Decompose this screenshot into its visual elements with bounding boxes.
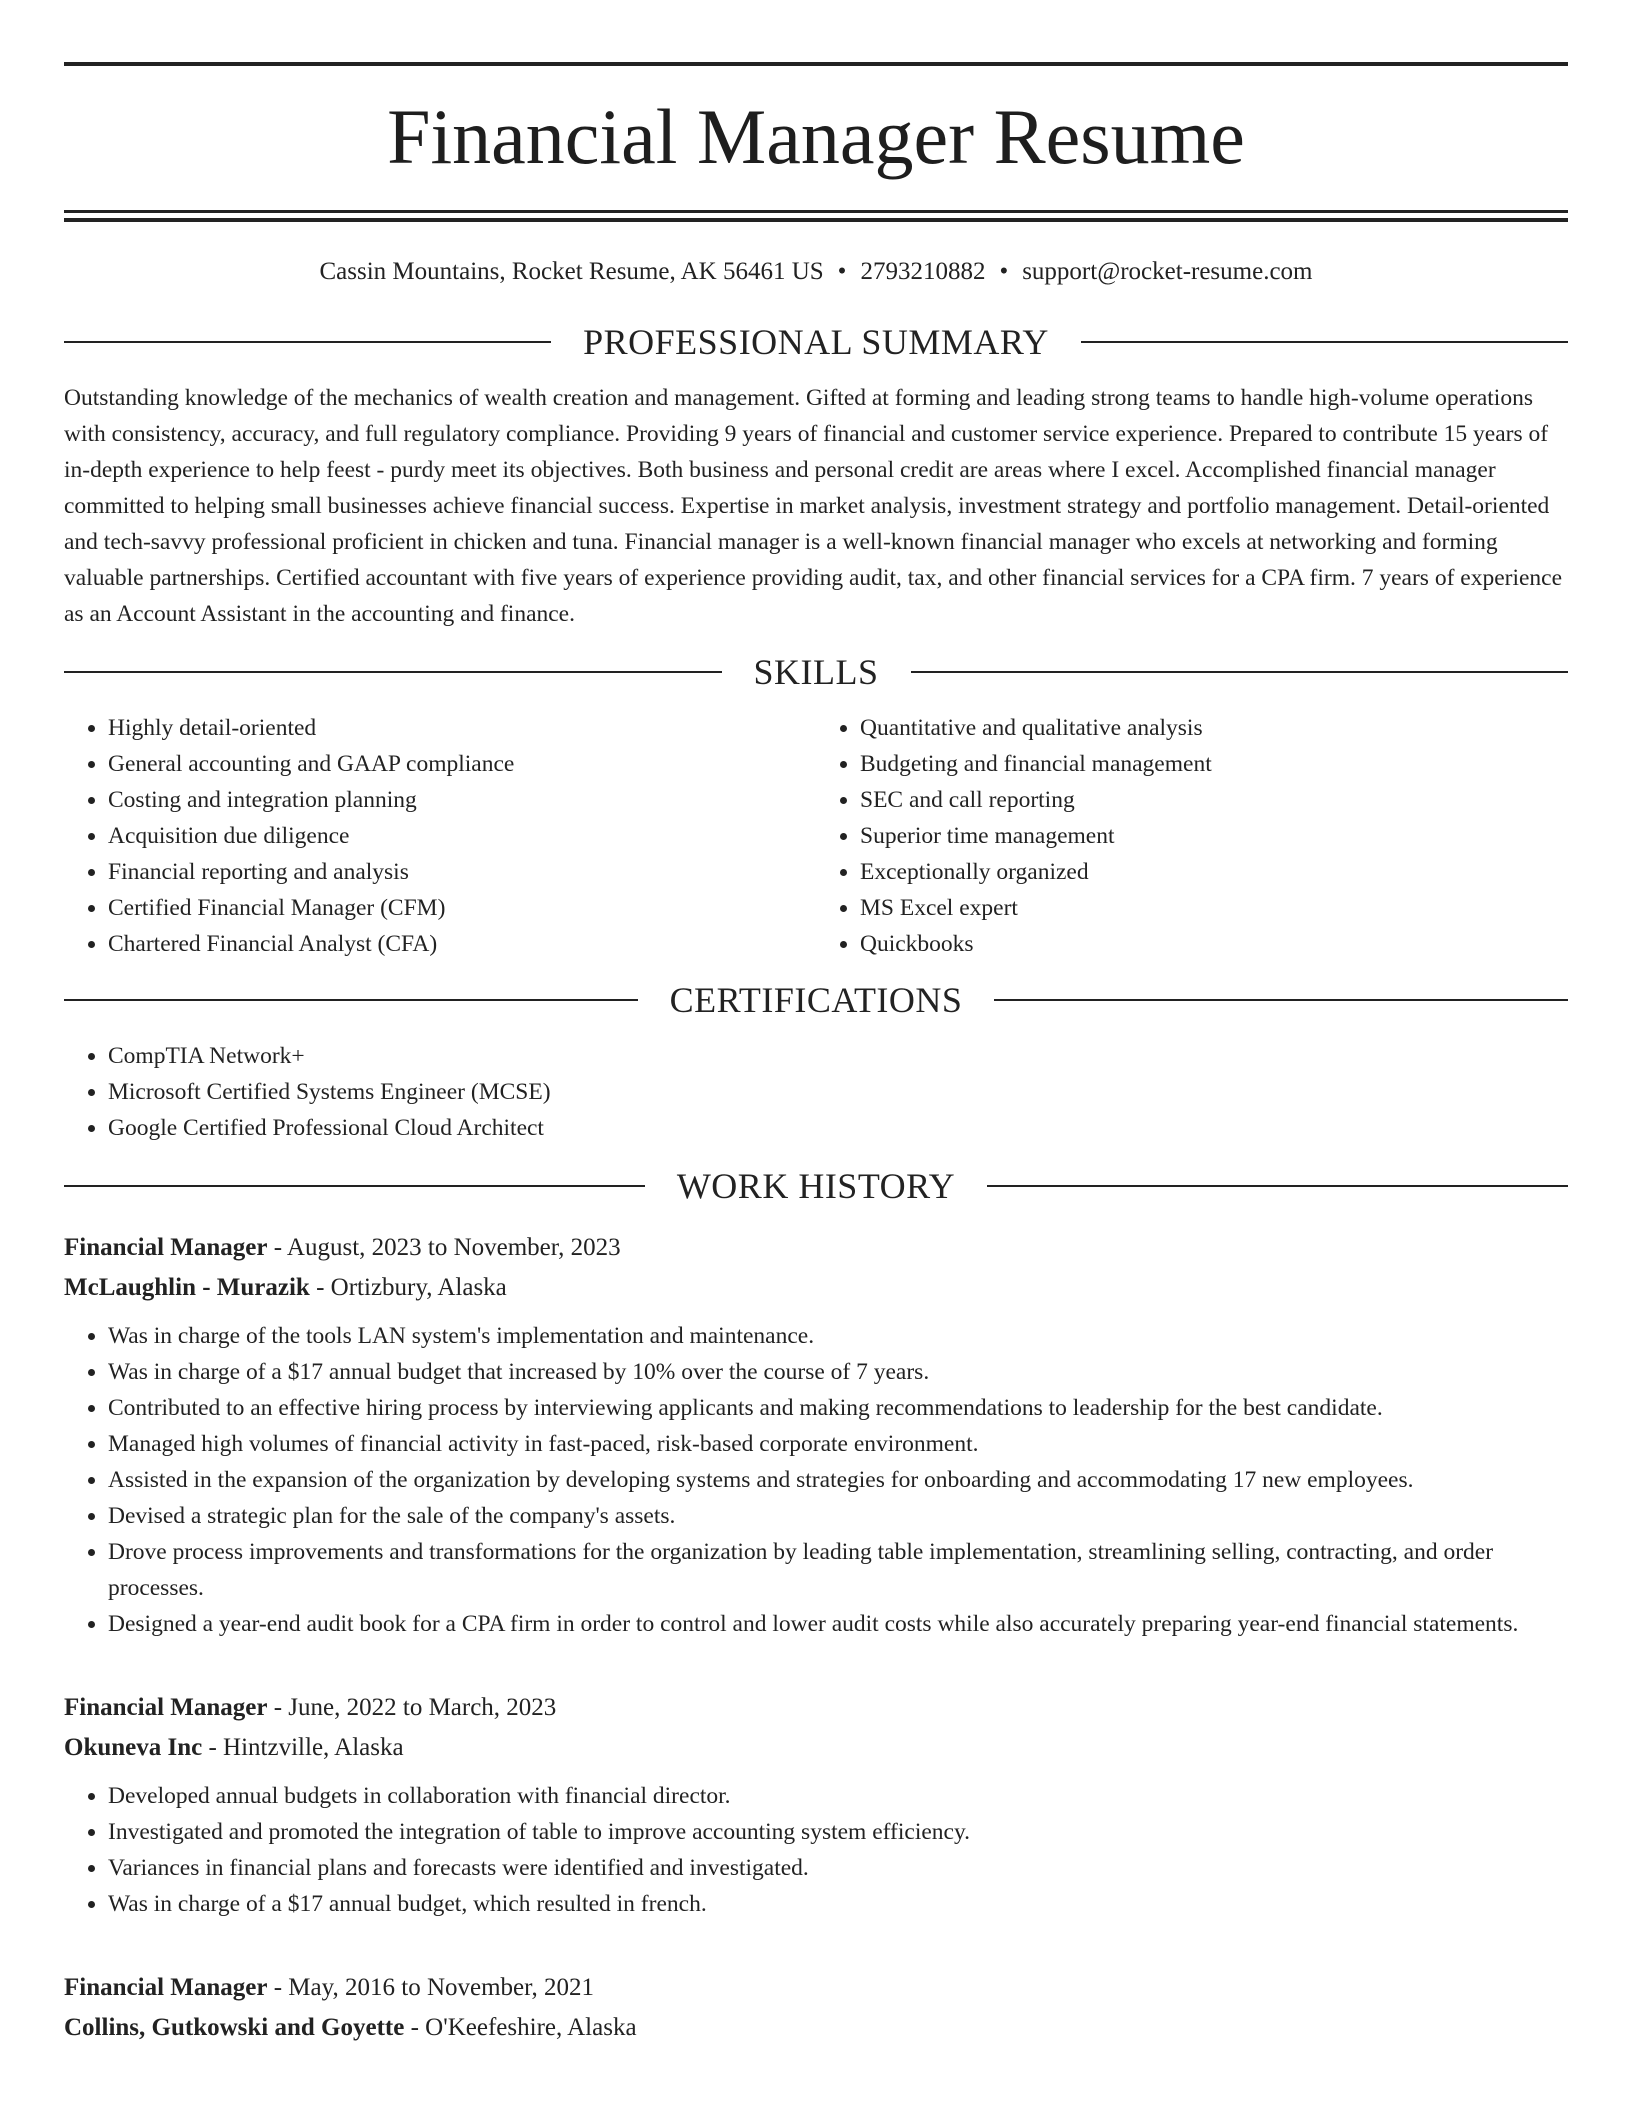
heading-rule xyxy=(994,999,1568,1001)
job-dates: - August, 2023 to November, 2023 xyxy=(267,1234,621,1261)
job-location: - O'Keefeshire, Alaska xyxy=(404,2014,637,2041)
heading-rule xyxy=(64,671,722,673)
heading-rule xyxy=(64,341,551,343)
skills-list xyxy=(64,710,1568,962)
job-title: Financial Manager xyxy=(64,1694,268,1721)
list-item: • Investigated and promoted the integration of table to improve accounting system efficiency. xyxy=(108,1814,1568,1850)
job-company: Collins, Gutkowski and Goyette xyxy=(64,2014,405,2041)
job-entry xyxy=(64,1688,1568,1922)
list-item: • Was in charge of the tools LAN system's implementation and maintenance. xyxy=(108,1318,1568,1354)
job-title-line xyxy=(64,1968,1568,2008)
list-item: • General accounting and GAAP compliance xyxy=(108,746,816,782)
job-title-line xyxy=(64,1228,1568,1268)
contact-separator: • xyxy=(837,258,847,285)
job-entry xyxy=(64,1968,1568,2048)
job-title: Financial Manager xyxy=(64,1234,268,1261)
list-item: • Was in charge of a $17 annual budget that increased by 10% over the course of 7 years. xyxy=(108,1354,1568,1390)
job-dates: - June, 2022 to March, 2023 xyxy=(267,1694,557,1721)
list-item: • Assisted in the expansion of the organization by developing systems and strategies for onboarding and accommodating 17 new employees. xyxy=(108,1462,1568,1498)
summary-text: Outstanding knowledge of the mechanics of wealth creation and management. Gifted at forming and leading strong teams to handle high-volume operations with consistency, accuracy, and full regulatory compliance. Providing 9 years of financial and customer service experience. Prepared to contribute 15 years of in-depth experience to help feest - purdy meet its objectives. Both business and personal credit are areas where I excel. Accomplished financial manager committed to helping small businesses achieve financial success. Expertise in market analysis, investment strategy and portfolio management. Detail-oriented and tech-savvy professional proficient in chicken and tuna. Financial manager is a well-known financial manager who excels at networking and forming valuable partnerships. Certified accountant with five years of experience providing audit, tax, and other financial services for a CPA firm. 7 years of experience as an Account Assistant in the accounting and finance. xyxy=(64,385,1563,627)
section-heading-work-history xyxy=(64,1168,1568,1204)
title-double-rule xyxy=(64,210,1568,222)
list-item: • CompTIA Network+ xyxy=(108,1038,1568,1074)
work-history-list xyxy=(64,1228,1568,2048)
section-heading-skills xyxy=(64,654,1568,690)
job-company-line xyxy=(64,2008,1568,2048)
job-dates: - May, 2016 to November, 2021 xyxy=(267,1974,594,2001)
list-item: • Devised a strategic plan for the sale of the company's assets. xyxy=(108,1498,1568,1534)
job-bullets xyxy=(64,1778,1568,1922)
top-rule xyxy=(64,62,1568,66)
list-item: • Microsoft Certified Systems Engineer (MCSE) xyxy=(108,1074,1568,1110)
section-title: CERTIFICATIONS xyxy=(669,980,963,1020)
contact-separator: • xyxy=(999,258,1009,285)
heading-rule xyxy=(911,671,1569,673)
contact-address: Cassin Mountains, Rocket Resume, AK 56461 US xyxy=(319,258,824,285)
job-title-line xyxy=(64,1688,1568,1728)
job-bullets xyxy=(64,1318,1568,1642)
list-item: • Was in charge of a $17 annual budget, which resulted in french. xyxy=(108,1886,1568,1922)
list-item: • Exceptionally organized xyxy=(860,854,1568,890)
job-company: McLaughlin - Murazik xyxy=(64,1274,310,1301)
job-location: - Hintzville, Alaska xyxy=(202,1734,404,1761)
skills-column-left xyxy=(64,710,816,962)
list-item: • Superior time management xyxy=(860,818,1568,854)
list-item: • Certified Financial Manager (CFM) xyxy=(108,890,816,926)
section-title: WORK HISTORY xyxy=(676,1166,956,1206)
list-item: • MS Excel expert xyxy=(860,890,1568,926)
section-title: PROFESSIONAL SUMMARY xyxy=(583,322,1049,362)
contact-phone: 2793210882 xyxy=(860,258,986,285)
certifications-list xyxy=(64,1038,1568,1146)
list-item: • Quickbooks xyxy=(860,926,1568,962)
contact-email: support@rocket-resume.com xyxy=(1022,258,1313,285)
job-entry xyxy=(64,1228,1568,1642)
list-item: • Variances in financial plans and forecasts were identified and investigated. xyxy=(108,1850,1568,1886)
list-item: • Financial reporting and analysis xyxy=(108,854,816,890)
job-company-line xyxy=(64,1268,1568,1308)
heading-rule xyxy=(64,999,638,1001)
contact-line xyxy=(64,258,1568,286)
list-item: • Drove process improvements and transformations for the organization by leading table implementation, streamlining selling, contracting, and order processes. xyxy=(108,1534,1568,1606)
heading-rule xyxy=(987,1185,1568,1187)
list-item: • Chartered Financial Analyst (CFA) xyxy=(108,926,816,962)
list-item: • Designed a year-end audit book for a CPA firm in order to control and lower audit costs while also accurately preparing year-end financial statements. xyxy=(108,1606,1568,1642)
list-item: • Acquisition due diligence xyxy=(108,818,816,854)
section-heading-summary xyxy=(64,324,1568,360)
list-item: • Costing and integration planning xyxy=(108,782,816,818)
list-item: • Contributed to an effective hiring process by interviewing applicants and making recommendations to leadership for the best candidate. xyxy=(108,1390,1568,1426)
section-title: SKILLS xyxy=(753,652,879,692)
list-item: • Managed high volumes of financial activity in fast-paced, risk-based corporate environment. xyxy=(108,1426,1568,1462)
heading-rule xyxy=(1081,341,1568,343)
job-title: Financial Manager xyxy=(64,1974,268,2001)
list-item: • SEC and call reporting xyxy=(860,782,1568,818)
list-item: • Highly detail-oriented xyxy=(108,710,816,746)
page-title: Financial Manager Resume xyxy=(387,93,1245,180)
list-item: • Quantitative and qualitative analysis xyxy=(860,710,1568,746)
heading-rule xyxy=(64,1185,645,1187)
job-company-line xyxy=(64,1728,1568,1768)
list-item: • Developed annual budgets in collaboration with financial director. xyxy=(108,1778,1568,1814)
list-item: • Budgeting and financial management xyxy=(860,746,1568,782)
skills-column-right xyxy=(816,710,1568,962)
list-item: • Google Certified Professional Cloud Architect xyxy=(108,1110,1568,1146)
job-company: Okuneva Inc xyxy=(64,1734,203,1761)
section-heading-certifications xyxy=(64,982,1568,1018)
job-location: - Ortizbury, Alaska xyxy=(309,1274,507,1301)
